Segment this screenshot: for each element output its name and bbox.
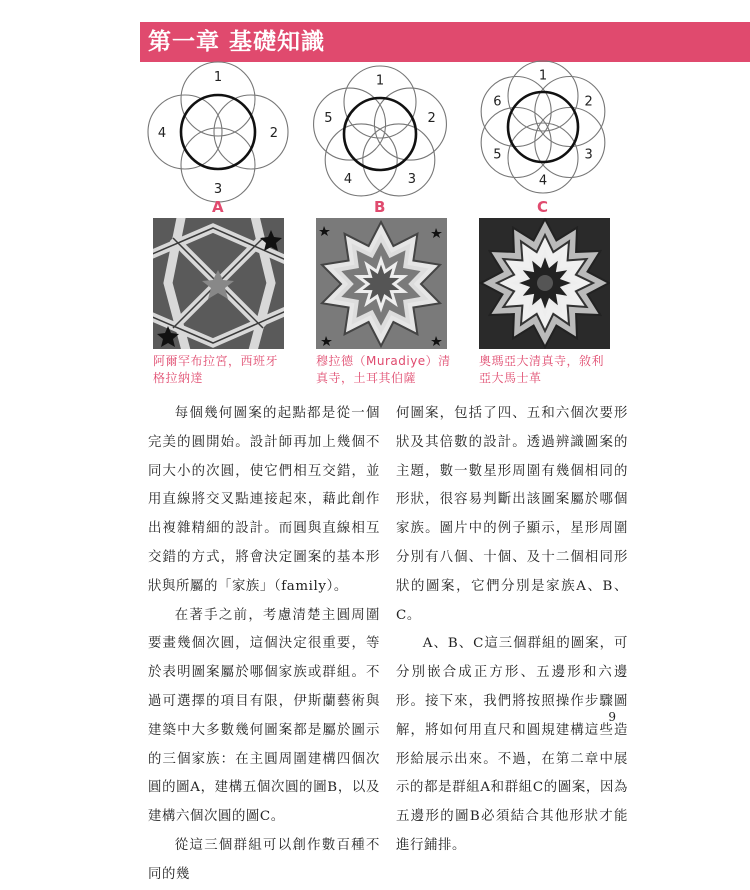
body-column-left — [148, 400, 380, 890]
circle-number-label: 1 — [213, 70, 223, 86]
body-column-right — [396, 400, 628, 861]
caption-umayyad: 奧瑪亞大清真寺，敘利亞大馬士革 — [479, 354, 605, 385]
circle-number-label: 6 — [493, 94, 502, 110]
circle-number-label: 2 — [427, 111, 436, 127]
alhambra-photo — [153, 218, 284, 349]
paragraph: 從這三個群組可以創作數百種不同的幾 — [148, 837, 380, 882]
circle-number-label: 5 — [493, 147, 502, 163]
diagram-b-five-circles — [314, 66, 447, 196]
circle-number-label: 4 — [538, 173, 548, 189]
paragraph: 在著手之前，考慮清楚主圓周圍要畫幾個次圓，這個決定很重要，等於表明圖案屬於哪個家族或群組。不過可選擇的項目有限，伊斯蘭藝術與建築中大多數幾何圖案都是屬於圖示的三個家族：在主圓周圍建構四個次圓的圖A，建構五個次圓的圖B，以及建構六個次圓的圖C。 — [148, 607, 380, 825]
paragraph: 每個幾何圖案的起點都是從一個完美的圓開始。設計師再加上幾個不同大小的次圓，使它們相互交錯，並用直線將交叉點連接起來，藉此創作出複雜精細的設計。而圓與直線相互交錯的方式，將會決定圖案的基本形狀與所屬的「家族」（family）。 — [148, 406, 380, 594]
circle-number-label: 2 — [584, 94, 593, 110]
secondary-circle — [325, 124, 397, 196]
diagram-c-six-circles — [481, 61, 605, 193]
circle-number-label: 2 — [269, 126, 279, 141]
circle-number-label: 3 — [407, 171, 417, 187]
paragraph: A、B、C這三個群組的圖案，可分別嵌合成正方形、五邊形和六邊形。接下來，我們將按照操作步驟圖解，將如何用直尺和圓規建構這些造形給展示出來。不過，在第二章中展示的都是群組A和群組C的圖案，因為五邊形的圖B必須結合其他形狀才能進行鋪排。 — [396, 636, 628, 853]
circle-number-label: 1 — [375, 73, 385, 89]
page-number: 9 — [608, 710, 616, 724]
paragraph: 何圖案，包括了四、五和六個次要形狀及其倍數的設計。透過辨識圖案的主題，數一數星形周圍有幾個相同的形狀，很容易判斷出該圖案屬於哪個家族。圖片中的例子顯示，星形周圍分別有八個、十個、及十二個相同形狀的圖案，它們分別是家族A、B、C。 — [396, 406, 628, 623]
diagram-a-four-circles — [148, 62, 288, 202]
circle-number-label: 3 — [213, 181, 223, 197]
circle-number-label: 4 — [157, 126, 167, 141]
main-circle — [344, 98, 416, 170]
caption-muradiye: 穆拉德（Muradiye）清真寺，土耳其伯薩 — [316, 354, 451, 385]
figure-c-label: C — [537, 198, 549, 216]
umayyad-photo — [479, 218, 610, 349]
circle-number-label: 3 — [584, 147, 593, 163]
circle-number-label: 4 — [343, 171, 353, 187]
figure-a-label: A — [212, 198, 224, 216]
muradiye-photo — [316, 218, 447, 349]
caption-alhambra: 阿爾罕布拉宮，西班牙格拉納達 — [153, 354, 279, 385]
secondary-circle — [363, 124, 435, 196]
main-circle — [181, 95, 255, 169]
circle-number-label: 1 — [538, 68, 548, 84]
circle-number-label: 5 — [324, 111, 333, 127]
figure-b-label: B — [374, 198, 386, 216]
chapter-title: 第一章 基礎知識 — [148, 29, 326, 55]
main-circle — [508, 92, 578, 162]
